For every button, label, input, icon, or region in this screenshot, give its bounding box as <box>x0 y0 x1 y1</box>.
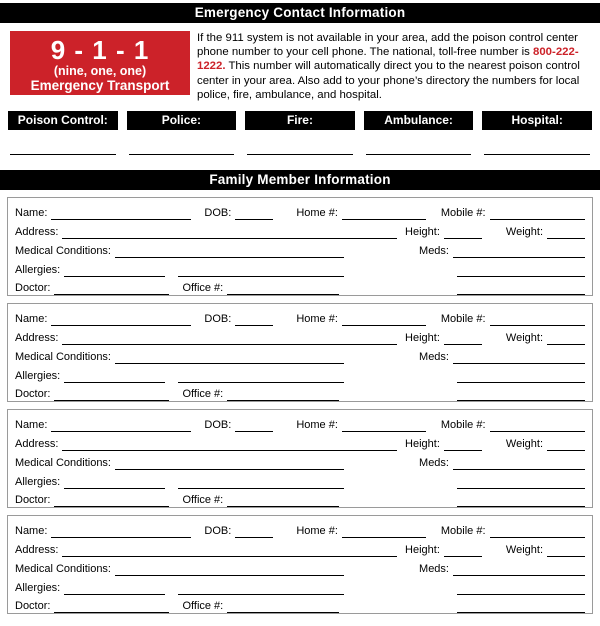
emergency-contact-labels-row <box>8 111 592 130</box>
address-row <box>15 326 585 345</box>
emergency-contact-blank-lines-row <box>8 153 592 155</box>
doctor-blank-line <box>54 398 169 401</box>
address-label: Address: <box>15 437 59 450</box>
allergies-row <box>15 364 585 383</box>
meds-blank-line <box>453 361 585 364</box>
contact-label-poison-control: Poison Control: <box>8 111 118 130</box>
height-blank-line <box>444 342 482 345</box>
meds-blank-line <box>453 573 585 576</box>
medical-conditions-row <box>15 557 585 576</box>
address-blank-line <box>62 236 397 239</box>
name-label: Name: <box>15 418 48 431</box>
dob-blank-line <box>235 217 273 220</box>
name-blank-line <box>51 217 191 220</box>
mobile-phone-label: Mobile #: <box>440 206 486 219</box>
paragraph-text-after: This number will automatically direct you to the nearest poison control center in your area. Also add to your phone’s directory the numbers for local police, fire, ambulance, and hospital. <box>197 60 580 101</box>
dob-label: DOB: <box>204 418 232 431</box>
address-row <box>15 432 585 451</box>
meds-continuation-line <box>457 380 585 383</box>
office-phone-label: Office #: <box>182 388 224 401</box>
dob-blank-line <box>235 429 273 432</box>
family-member-block <box>7 409 593 508</box>
weight-blank-line <box>547 448 585 451</box>
doctor-label: Doctor: <box>15 282 51 295</box>
office-phone-blank-line <box>227 398 339 401</box>
family-member-block <box>7 515 593 614</box>
address-label: Address: <box>15 543 59 556</box>
police-blank-line <box>129 153 235 155</box>
mobile-phone-label: Mobile #: <box>440 524 486 537</box>
doctor-label: Doctor: <box>15 600 51 613</box>
office-phone-label: Office #: <box>182 282 224 295</box>
medical-conditions-blank-line <box>115 361 344 364</box>
dob-blank-line <box>235 535 273 538</box>
contact-label-police: Police: <box>127 111 237 130</box>
meds-continuation-line <box>457 486 585 489</box>
home-phone-blank-line <box>342 535 426 538</box>
height-blank-line <box>444 236 482 239</box>
mobile-phone-label: Mobile #: <box>440 418 486 431</box>
name-row <box>15 201 585 220</box>
meds-continuation-line <box>457 274 585 277</box>
dob-blank-line <box>235 323 273 326</box>
mobile-phone-blank-line <box>490 429 585 432</box>
allergies-continuation-line <box>178 592 344 595</box>
allergies-row <box>15 576 585 595</box>
document-title-bar <box>0 3 600 23</box>
allergies-continuation-line <box>178 380 344 383</box>
poison-control-phone-number: 800-222-1222. <box>197 46 579 73</box>
office-phone-label: Office #: <box>182 600 224 613</box>
meds-continuation-line-2 <box>457 504 585 507</box>
doctor-label: Doctor: <box>15 388 51 401</box>
name-row <box>15 307 585 326</box>
doctor-row <box>15 595 585 614</box>
name-blank-line <box>51 323 191 326</box>
allergies-label: Allergies: <box>15 581 61 594</box>
family-section-bar <box>0 170 600 190</box>
medical-conditions-blank-line <box>115 255 344 258</box>
mobile-phone-blank-line <box>490 535 585 538</box>
meds-continuation-line-2 <box>457 610 585 613</box>
home-phone-blank-line <box>342 217 426 220</box>
home-phone-label: Home #: <box>296 418 338 431</box>
document-title: Emergency Contact Information <box>194 5 406 20</box>
name-row <box>15 519 585 538</box>
medical-conditions-row <box>15 451 585 470</box>
weight-label: Weight: <box>505 225 543 238</box>
home-phone-label: Home #: <box>296 206 338 219</box>
office-phone-label: Office #: <box>182 494 224 507</box>
badge-911-words: (nine, one, one) <box>53 64 147 78</box>
medical-conditions-label: Medical Conditions: <box>15 244 111 257</box>
address-blank-line <box>62 342 397 345</box>
doctor-label: Doctor: <box>15 494 51 507</box>
emergency-intro-section <box>0 23 600 108</box>
family-section-title: Family Member Information <box>209 172 391 188</box>
paragraph-text-before: If the 911 system is not available in your area, add the poison control center phone number to your cell phone. The national, toll-free number is <box>197 32 578 59</box>
family-member-block <box>7 303 593 402</box>
contact-label-fire: Fire: <box>245 111 355 130</box>
meds-continuation-line <box>457 592 585 595</box>
address-label: Address: <box>15 225 59 238</box>
meds-label: Meds: <box>419 562 449 575</box>
weight-label: Weight: <box>505 331 543 344</box>
address-blank-line <box>62 554 397 557</box>
medical-conditions-row <box>15 345 585 364</box>
name-blank-line <box>51 429 191 432</box>
name-label: Name: <box>15 206 48 219</box>
fire-blank-line <box>247 153 353 155</box>
medical-conditions-blank-line <box>115 573 344 576</box>
weight-label: Weight: <box>505 543 543 556</box>
address-row <box>15 220 585 239</box>
ambulance-blank-line <box>366 153 472 155</box>
meds-label: Meds: <box>419 456 449 469</box>
mobile-phone-blank-line <box>490 217 585 220</box>
weight-label: Weight: <box>505 437 543 450</box>
height-blank-line <box>444 554 482 557</box>
doctor-blank-line <box>54 292 169 295</box>
mobile-phone-blank-line <box>490 323 585 326</box>
allergies-label: Allergies: <box>15 369 61 382</box>
poison-control-blank-line <box>10 153 116 155</box>
dob-label: DOB: <box>204 206 232 219</box>
contact-label-ambulance: Ambulance: <box>364 111 474 130</box>
contact-label-hospital: Hospital: <box>482 111 592 130</box>
address-row <box>15 538 585 557</box>
height-blank-line <box>444 448 482 451</box>
allergies-blank-line <box>64 486 165 489</box>
allergies-blank-line <box>64 380 165 383</box>
doctor-row <box>15 383 585 402</box>
meds-label: Meds: <box>419 244 449 257</box>
meds-blank-line <box>453 467 585 470</box>
office-phone-blank-line <box>227 292 339 295</box>
home-phone-label: Home #: <box>296 524 338 537</box>
home-phone-blank-line <box>342 429 426 432</box>
allergies-label: Allergies: <box>15 475 61 488</box>
weight-blank-line <box>547 342 585 345</box>
home-phone-label: Home #: <box>296 312 338 325</box>
allergies-continuation-line <box>178 274 344 277</box>
height-label: Height: <box>405 437 440 450</box>
poison-control-paragraph <box>197 31 590 102</box>
allergies-blank-line <box>64 274 165 277</box>
medical-conditions-label: Medical Conditions: <box>15 456 111 469</box>
weight-blank-line <box>547 236 585 239</box>
medical-conditions-row <box>15 239 585 258</box>
meds-label: Meds: <box>419 350 449 363</box>
meds-continuation-line-2 <box>457 292 585 295</box>
office-phone-blank-line <box>227 504 339 507</box>
medical-conditions-blank-line <box>115 467 344 470</box>
allergies-row <box>15 258 585 277</box>
doctor-blank-line <box>54 610 169 613</box>
height-label: Height: <box>405 543 440 556</box>
office-phone-blank-line <box>227 610 339 613</box>
hospital-blank-line <box>484 153 590 155</box>
medical-conditions-label: Medical Conditions: <box>15 562 111 575</box>
dob-label: DOB: <box>204 312 232 325</box>
doctor-row <box>15 489 585 508</box>
height-label: Height: <box>405 225 440 238</box>
home-phone-blank-line <box>342 323 426 326</box>
dob-label: DOB: <box>204 524 232 537</box>
height-label: Height: <box>405 331 440 344</box>
name-row <box>15 413 585 432</box>
meds-continuation-line-2 <box>457 398 585 401</box>
address-blank-line <box>62 448 397 451</box>
emergency-911-badge <box>10 31 190 108</box>
badge-911-number: 9 - 1 - 1 <box>50 35 150 65</box>
allergies-label: Allergies: <box>15 263 61 276</box>
allergies-row <box>15 470 585 489</box>
name-blank-line <box>51 535 191 538</box>
name-label: Name: <box>15 312 48 325</box>
weight-blank-line <box>547 554 585 557</box>
name-label: Name: <box>15 524 48 537</box>
medical-conditions-label: Medical Conditions: <box>15 350 111 363</box>
doctor-row <box>15 277 585 296</box>
allergies-continuation-line <box>178 486 344 489</box>
badge-transport-system: Emergency Transport System <box>30 78 170 108</box>
meds-blank-line <box>453 255 585 258</box>
mobile-phone-label: Mobile #: <box>440 312 486 325</box>
family-member-block <box>7 197 593 296</box>
allergies-blank-line <box>64 592 165 595</box>
doctor-blank-line <box>54 504 169 507</box>
address-label: Address: <box>15 331 59 344</box>
